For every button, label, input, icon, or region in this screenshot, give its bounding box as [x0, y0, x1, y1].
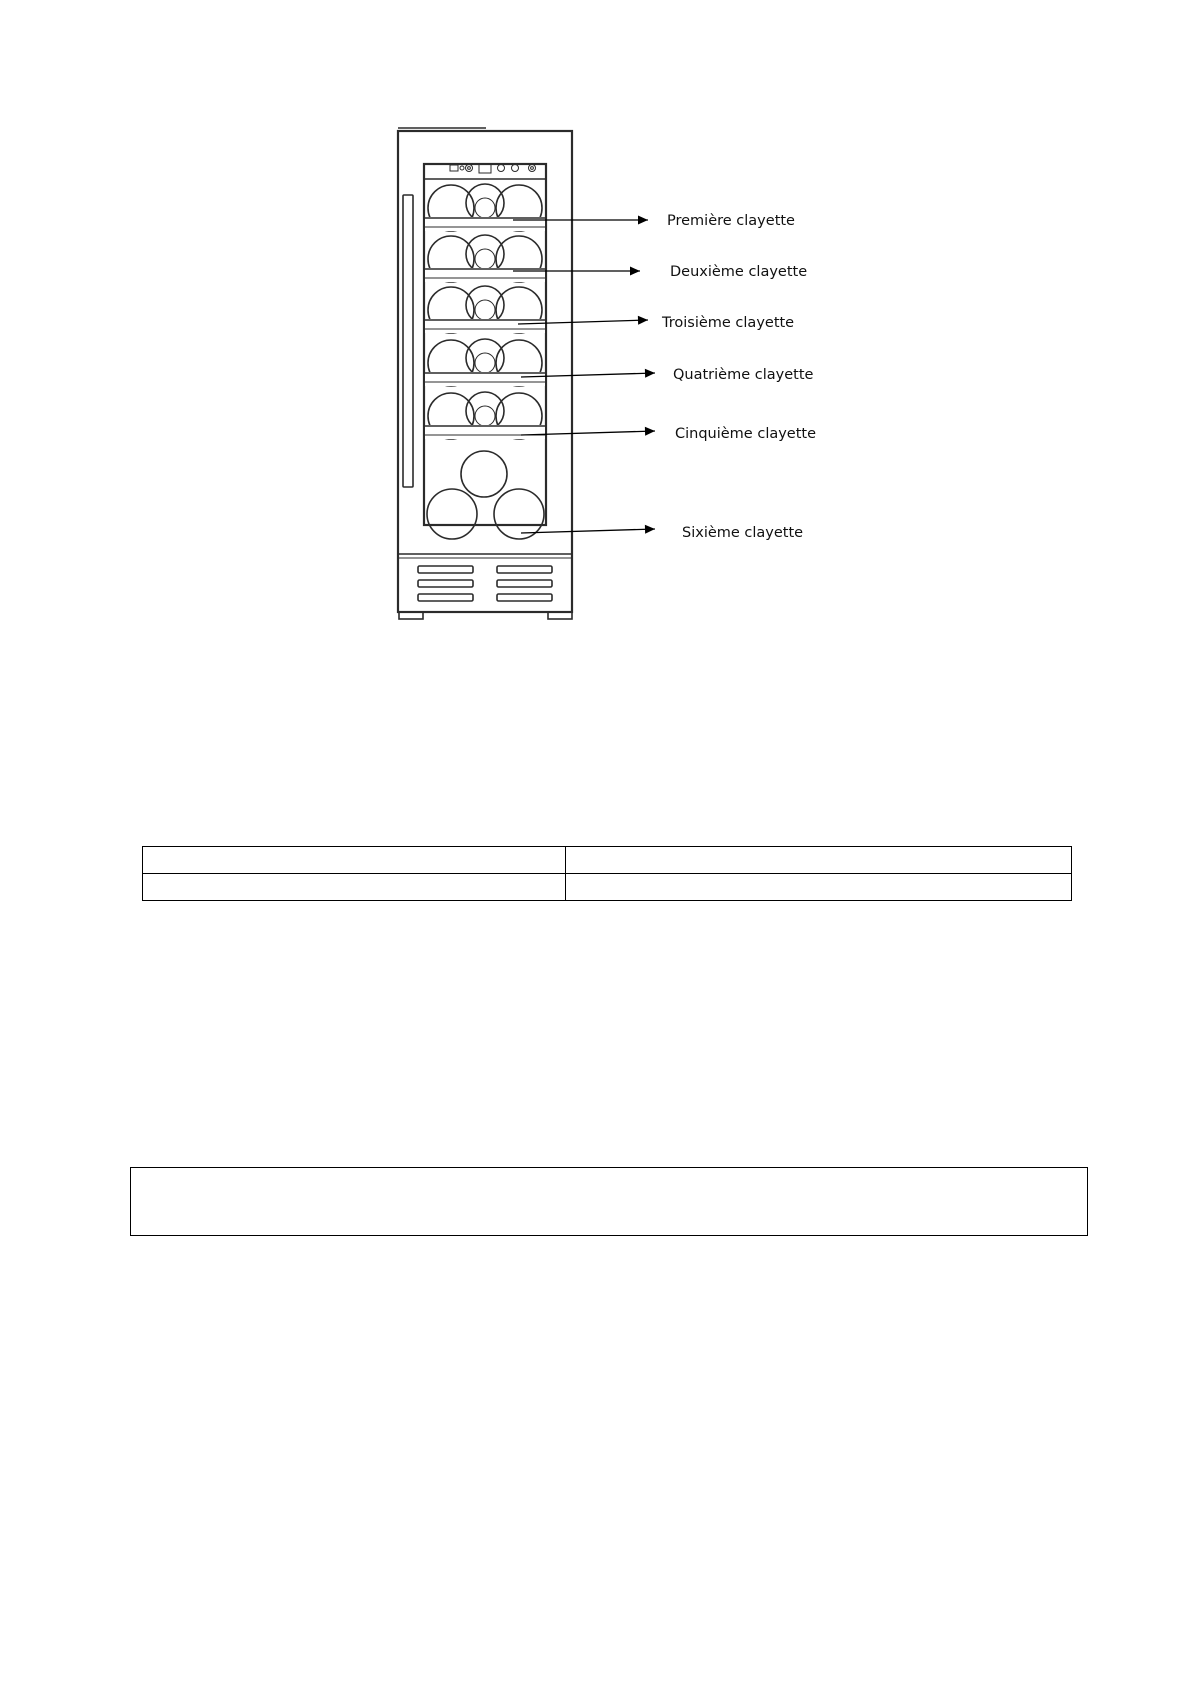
table-row: [143, 874, 1072, 901]
note-box: [130, 1167, 1088, 1236]
bottle-end: [494, 489, 544, 539]
shelf-callout: [521, 426, 816, 442]
shelf-callout: [521, 367, 813, 383]
bottle-end: [466, 392, 504, 430]
shelf-label: Quatrième clayette: [673, 367, 814, 383]
shelf: [424, 392, 546, 439]
ventilation-grille: [418, 566, 552, 601]
shelf-label: Cinquième clayette: [675, 426, 817, 442]
arrowhead-icon: [645, 525, 655, 534]
table-cell: [566, 874, 1072, 901]
bottle-end: [427, 489, 477, 539]
bottle-neck: [475, 249, 495, 269]
shelf-label: Sixième clayette: [682, 525, 804, 541]
shelf-callout: [518, 315, 794, 331]
bottle-neck: [475, 406, 495, 426]
wine-fridge-diagram: [0, 0, 1192, 640]
shelf: [424, 339, 546, 386]
control-panel: [424, 164, 546, 179]
bottle-end: [466, 339, 504, 377]
spec-table: [142, 846, 1072, 901]
callout-arrow: [521, 529, 655, 533]
fridge-cabinet: [398, 128, 572, 619]
table-cell: [143, 847, 566, 874]
shelf-label: Troisième clayette: [662, 315, 795, 331]
table-cell: [143, 874, 566, 901]
shelf: [424, 235, 546, 282]
bottle-neck: [475, 300, 495, 320]
arrowhead-icon: [638, 216, 648, 225]
arrowhead-icon: [630, 267, 640, 276]
arrowhead-icon: [638, 316, 648, 325]
shelf-label: Première clayette: [667, 213, 795, 229]
arrowhead-icon: [645, 369, 655, 378]
bottle-end: [466, 235, 504, 273]
bottle-end: [466, 286, 504, 324]
shelf: [424, 184, 546, 231]
shelf-callout: [513, 213, 795, 229]
table-cell: [566, 847, 1072, 874]
shelf-callout: [513, 264, 807, 280]
bottle-neck: [475, 353, 495, 373]
table-row: [143, 847, 1072, 874]
shelf: [424, 286, 546, 333]
bottle-neck: [475, 198, 495, 218]
arrowhead-icon: [645, 427, 655, 436]
bottle-end: [466, 184, 504, 222]
bottle-end: [461, 451, 507, 497]
door-handle: [403, 195, 413, 487]
shelf-callout: [521, 525, 803, 541]
shelf-label: Deuxième clayette: [670, 264, 808, 280]
